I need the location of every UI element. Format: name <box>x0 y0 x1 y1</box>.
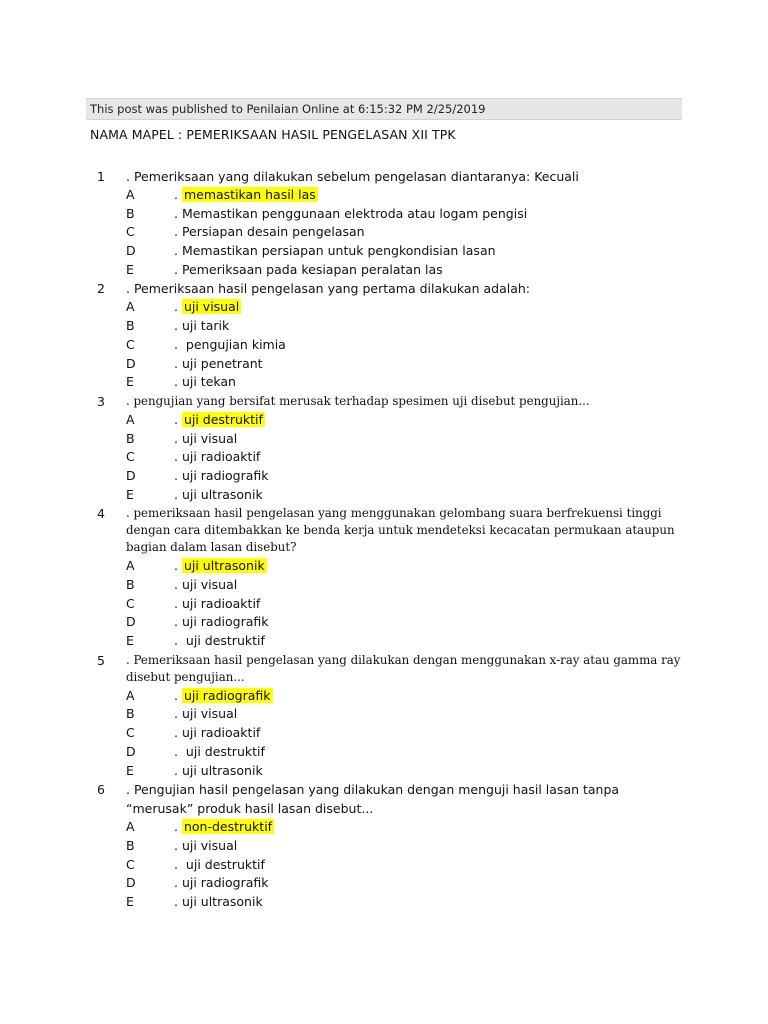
question-1 <box>0 167 768 279</box>
option-text: . uji visual <box>174 577 238 592</box>
option-text: . uji visual <box>174 837 238 853</box>
option-text-wrapper <box>174 595 260 614</box>
option-text-wrapper <box>174 430 237 449</box>
question-number: 4 <box>97 506 105 522</box>
option-a <box>0 818 768 837</box>
option-text-wrapper <box>174 743 265 762</box>
subject-title: NAMA MAPEL : PEMERIKSAAN HASIL PENGELASAN XII TPK <box>90 127 456 142</box>
option-b <box>0 705 768 724</box>
option-letter: D <box>126 743 136 759</box>
question-4 <box>0 504 768 650</box>
option-text-wrapper <box>174 576 237 595</box>
option-letter: D <box>126 467 136 483</box>
option-text-wrapper <box>174 874 269 893</box>
option-d <box>0 242 768 261</box>
question-text: . pengujian yang bersifat merusak terhadap spesimen uji disebut pengujian... <box>126 393 590 408</box>
option-text: . Memastikan penggunaan elektroda atau logam pengisi <box>174 205 528 221</box>
option-prefix: . <box>174 819 182 835</box>
option-text: . uji ultrasonik <box>174 486 263 502</box>
option-letter: E <box>126 762 134 778</box>
option-b <box>0 837 768 856</box>
option-letter: B <box>126 706 135 722</box>
option-text: . uji tekan <box>174 374 236 390</box>
option-prefix: . <box>174 558 182 574</box>
option-text-wrapper <box>174 486 263 505</box>
option-text: . uji destruktif <box>174 856 265 872</box>
option-c <box>0 856 768 875</box>
option-b <box>0 576 768 595</box>
question-number: 5 <box>97 652 105 668</box>
question-number: 6 <box>97 782 105 798</box>
question-2 <box>0 279 768 391</box>
option-d <box>0 467 768 486</box>
option-text-wrapper <box>174 818 274 837</box>
option-d <box>0 743 768 762</box>
question-text: . pemeriksaan hasil pengelasan yang menggunakan gelombang suara berfrekuensi tinggi dengan cara ditembakkan ke benda kerja untuk mendeteksi kecacatan permukaan ataupun bagian dalam lasan disebut? <box>126 506 675 555</box>
option-b <box>0 430 768 449</box>
option-letter: E <box>126 893 134 909</box>
option-text-wrapper <box>174 448 260 467</box>
option-letter: A <box>126 411 135 427</box>
option-text-wrapper <box>174 355 263 374</box>
option-text-wrapper <box>174 336 286 355</box>
option-text: . pengujian kimia <box>174 336 286 352</box>
option-a <box>0 411 768 430</box>
question-number: 3 <box>97 393 105 409</box>
question-row <box>0 651 768 687</box>
option-letter: B <box>126 318 135 334</box>
option-text-wrapper <box>174 242 496 261</box>
question-row <box>0 279 768 298</box>
answer-highlight: memastikan hasil las <box>183 187 316 202</box>
option-e <box>0 486 768 505</box>
option-d <box>0 613 768 632</box>
option-e <box>0 632 768 651</box>
option-letter: B <box>126 205 135 221</box>
option-text-wrapper <box>174 186 318 205</box>
question-list <box>0 167 768 912</box>
option-c <box>0 336 768 355</box>
option-text: . uji visual <box>174 430 238 446</box>
option-letter: A <box>126 819 135 835</box>
option-text-wrapper <box>174 632 265 651</box>
answer-highlight: uji radiografik <box>183 687 271 703</box>
option-letter: E <box>126 261 134 277</box>
question-text: . Pemeriksaan yang dilakukan sebelum pengelasan diantaranya: Kecuali <box>126 169 579 184</box>
publish-banner: This post was published to Penilaian Online at 6:15:32 PM 2/25/2019 <box>86 98 682 120</box>
option-text-wrapper <box>174 298 241 317</box>
question-row <box>0 392 768 411</box>
option-letter: B <box>126 577 135 592</box>
option-text: . uji destruktif <box>174 743 265 759</box>
option-prefix: . <box>174 687 182 703</box>
question-row <box>0 504 768 557</box>
option-text: . Pemeriksaan pada kesiapan peralatan las <box>174 261 443 277</box>
option-letter: E <box>126 633 134 649</box>
option-letter: C <box>126 449 135 465</box>
option-text-wrapper <box>174 893 263 912</box>
option-letter: A <box>126 687 135 703</box>
question-number: 2 <box>97 281 105 297</box>
option-e <box>0 893 768 912</box>
option-text-wrapper <box>174 317 229 336</box>
answer-highlight: uji destruktif <box>183 411 263 427</box>
option-text-wrapper <box>174 687 273 706</box>
option-text-wrapper <box>174 411 265 430</box>
option-text: . uji tarik <box>174 318 230 334</box>
option-text: . uji penetrant <box>174 355 263 371</box>
option-letter: A <box>126 299 135 315</box>
option-text: . uji destruktif <box>174 633 265 649</box>
option-letter: A <box>126 187 135 202</box>
option-text: . Memastikan persiapan untuk pengkondisian lasan <box>174 243 496 259</box>
option-e <box>0 261 768 280</box>
option-c <box>0 448 768 467</box>
option-e <box>0 373 768 392</box>
answer-highlight: uji ultrasonik <box>183 558 265 574</box>
option-text-wrapper <box>174 856 265 875</box>
option-text-wrapper <box>174 205 527 224</box>
option-c <box>0 595 768 614</box>
option-prefix: . <box>174 411 182 427</box>
option-text: . uji radioaktif <box>174 449 261 465</box>
question-row <box>0 780 768 818</box>
option-text: . uji ultrasonik <box>174 762 263 778</box>
option-e <box>0 762 768 781</box>
option-text: . uji radiografik <box>174 875 269 891</box>
option-b <box>0 205 768 224</box>
question-text: . Pengujian hasil pengelasan yang dilakukan dengan menguji hasil lasan tanpa “merusak” produk hasil lasan disebut... <box>126 782 620 817</box>
option-text: . uji radiografik <box>174 467 269 483</box>
option-a <box>0 186 768 205</box>
option-letter: D <box>126 355 136 371</box>
option-text-wrapper <box>174 467 269 486</box>
question-6 <box>0 780 768 911</box>
question-3 <box>0 392 768 504</box>
option-text: . uji radioaktif <box>174 725 261 741</box>
option-text: . uji ultrasonik <box>174 893 263 909</box>
question-text: . Pemeriksaan hasil pengelasan yang dilakukan dengan menggunakan x-ray atau gamma ray disebut pengujian... <box>126 652 681 684</box>
option-a <box>0 687 768 706</box>
option-text-wrapper <box>174 373 236 392</box>
option-letter: C <box>126 595 135 611</box>
option-text-wrapper <box>174 557 267 576</box>
option-letter: C <box>126 336 135 352</box>
option-prefix: . <box>174 187 182 202</box>
answer-highlight: non-destruktif <box>183 819 273 835</box>
option-a <box>0 298 768 317</box>
question-5 <box>0 651 768 780</box>
option-text: . uji radioaktif <box>174 595 261 611</box>
option-text-wrapper <box>174 762 263 781</box>
option-letter: C <box>126 856 135 872</box>
option-d <box>0 874 768 893</box>
option-c <box>0 724 768 743</box>
option-letter: E <box>126 374 134 390</box>
option-letter: D <box>126 614 136 630</box>
question-text: . Pemeriksaan hasil pengelasan yang pertama dilakukan adalah: <box>126 281 530 297</box>
answer-highlight: uji visual <box>183 299 240 315</box>
option-text-wrapper <box>174 613 269 632</box>
option-letter: B <box>126 837 135 853</box>
option-text-wrapper <box>174 724 260 743</box>
option-text: . uji radiografik <box>174 614 269 630</box>
question-row <box>0 167 768 186</box>
option-d <box>0 355 768 374</box>
option-text: . Persiapan desain pengelasan <box>174 224 365 240</box>
option-letter: D <box>126 243 136 259</box>
option-c <box>0 223 768 242</box>
option-text-wrapper <box>174 705 237 724</box>
option-text-wrapper <box>174 223 365 242</box>
option-b <box>0 317 768 336</box>
option-letter: E <box>126 486 134 502</box>
option-text-wrapper <box>174 261 443 280</box>
option-text: . uji visual <box>174 706 238 722</box>
option-a <box>0 557 768 576</box>
question-number: 1 <box>97 169 105 184</box>
option-letter: D <box>126 875 136 891</box>
option-letter: C <box>126 224 135 240</box>
option-prefix: . <box>174 299 182 315</box>
option-letter: A <box>126 558 135 574</box>
option-text-wrapper <box>174 837 237 856</box>
option-letter: B <box>126 430 135 446</box>
option-letter: C <box>126 725 135 741</box>
